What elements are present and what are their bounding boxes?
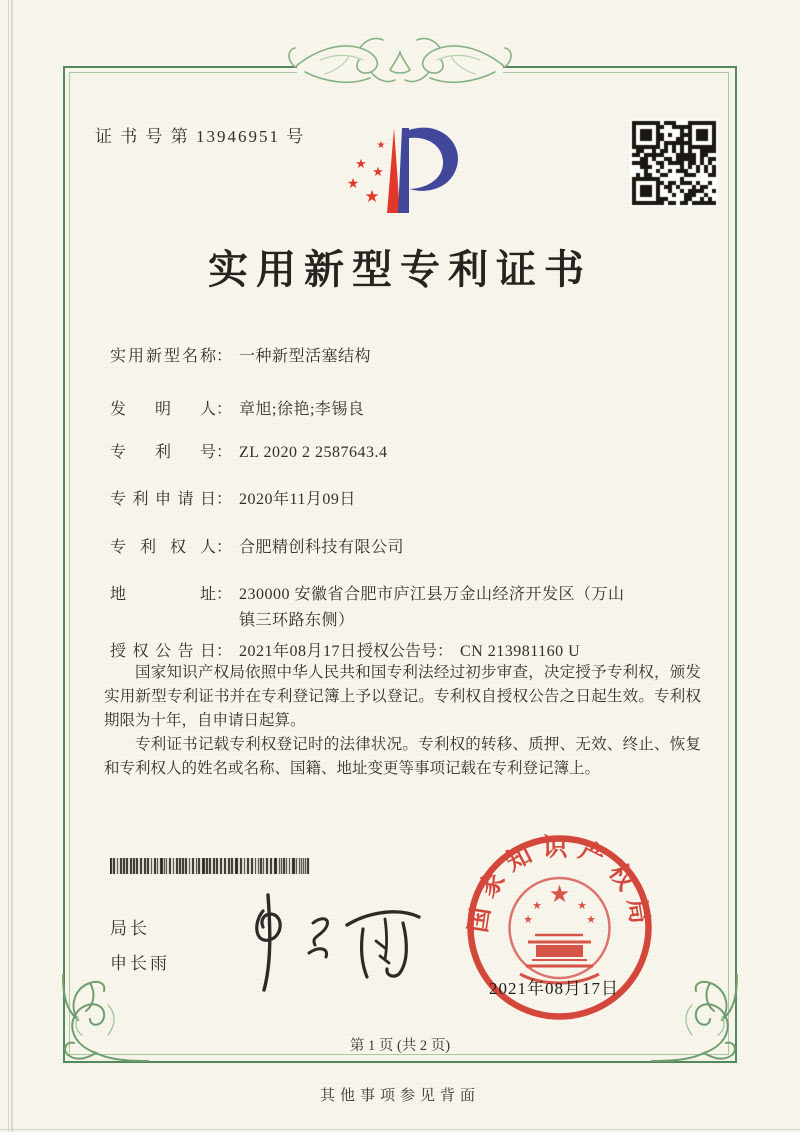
field-row-inventor bbox=[110, 397, 716, 423]
field-label: 专利号 bbox=[110, 444, 216, 461]
cnipa-logo-icon bbox=[345, 116, 463, 216]
field-value: 2021年08月17日 bbox=[239, 643, 357, 660]
field-colon: ： bbox=[216, 401, 233, 418]
field-value: ZL 2020 2 2587643.4 bbox=[239, 444, 388, 461]
field-label: 授权公告日 bbox=[110, 643, 216, 660]
field-value: 2020年11月09日 bbox=[239, 491, 356, 508]
back-note: 其他事项参见背面 bbox=[319, 1088, 480, 1104]
svg-text:★: ★ bbox=[523, 913, 533, 926]
field-label: 地址 bbox=[110, 586, 216, 603]
field-label: 授权公告号 bbox=[357, 643, 438, 660]
field-label: 专利申请日 bbox=[110, 491, 216, 508]
issuer-name: 申长雨 bbox=[110, 954, 170, 973]
field-row-address bbox=[110, 582, 716, 634]
scan-edge-bottom bbox=[0, 1129, 800, 1130]
body-paragraph: 专利证书记载专利权登记时的法律状况。专利权的转移、质押、无效、终止、恢复和专利权人的姓名或名称、国籍、地址变更等事项记载在专利登记簿上。 bbox=[104, 736, 701, 777]
certificate-title: 实用新型专利证书 bbox=[208, 247, 592, 292]
seal-date: 2021年08月17日 bbox=[489, 979, 619, 998]
field-value: 章旭;徐艳;李锡良 bbox=[239, 401, 365, 418]
svg-text:★: ★ bbox=[364, 187, 380, 207]
field-colon: ： bbox=[216, 491, 233, 508]
legal-text-block bbox=[104, 661, 701, 781]
svg-text:★: ★ bbox=[586, 913, 596, 926]
scan-edge-line bbox=[8, 0, 9, 1132]
field-colon: ： bbox=[216, 444, 233, 461]
field-value: 合肥精创科技有限公司 bbox=[239, 539, 405, 556]
seal-text: 国家知识产权局 bbox=[464, 834, 655, 935]
barcode bbox=[110, 858, 310, 874]
field-value: 一种新型活塞结构 bbox=[239, 348, 372, 365]
field-value: 230000 安徽省合肥市庐江县万金山经济开发区（万山镇三环路东侧） bbox=[239, 586, 625, 629]
field-colon: ： bbox=[216, 586, 233, 603]
field-colon: ： bbox=[437, 643, 454, 660]
field-colon: ： bbox=[216, 643, 233, 660]
field-row-filing-date bbox=[110, 487, 716, 513]
field-colon: ： bbox=[216, 539, 233, 556]
page-number: 第 1 页 (共 2 页) bbox=[349, 1038, 451, 1054]
svg-text:★: ★ bbox=[355, 157, 367, 172]
field-label: 实用新型名称 bbox=[110, 348, 216, 365]
field-label: 发明人 bbox=[110, 401, 216, 418]
scan-edge-line-green bbox=[11, 0, 13, 1132]
issuer-title: 局长 bbox=[110, 919, 150, 938]
svg-text:★: ★ bbox=[548, 880, 571, 908]
field-colon: ： bbox=[216, 348, 233, 365]
svg-text:★: ★ bbox=[577, 899, 587, 912]
field-row-patent-number bbox=[110, 440, 716, 466]
body-paragraph: 国家知识产权局依照中华人民共和国专利法经过初步审查，决定授予专利权，颁发实用新型专利证书并在专利登记簿上予以登记。专利权自授权公告之日起生效。专利权期限为十年，自申请日起算。 bbox=[104, 664, 701, 729]
field-row-utility-name bbox=[110, 344, 716, 370]
field-label: 专利权人 bbox=[110, 539, 216, 556]
field-row-patentee bbox=[110, 535, 716, 561]
svg-text:★: ★ bbox=[532, 899, 542, 912]
svg-text:★: ★ bbox=[376, 140, 386, 151]
signature-icon bbox=[235, 893, 420, 993]
field-value: CN 213981160 U bbox=[460, 643, 581, 660]
svg-text:★: ★ bbox=[372, 165, 384, 180]
certificate-number: 证 书 号 第 13946951 号 bbox=[95, 127, 306, 146]
qr-code bbox=[630, 119, 718, 207]
svg-text:★: ★ bbox=[346, 176, 360, 192]
